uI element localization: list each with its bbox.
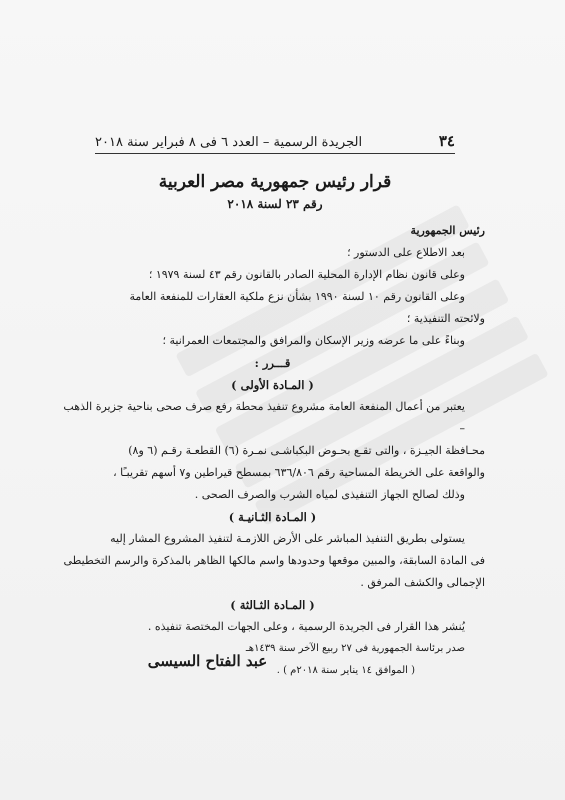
issued-date: ( الموافق ١٤ يناير سنة ٢٠١٨م ) . (276, 665, 415, 676)
article-2-line: فى المادة السابقة، والمبين موقعها وحدودها واسم مالكها الظاهر بالمذكرة والرسم التخطيطى (63, 554, 485, 567)
article-3-title: ( المـادة الثـالثة ) (230, 598, 315, 612)
article-1-line: يعتبر من أعمال المنفعة العامة مشروع تنفيذ محطة رفع صرف صحى بناحية جزيرة الذهب – (63, 400, 465, 435)
issued-line: صدر برئاسة الجمهورية فى ٢٧ ربيع الآخر سنة ١٤٣٩هـ (245, 643, 465, 654)
preamble-line: ولائحته التنفيذية ؛ (406, 312, 485, 325)
decree-body (60, 220, 485, 682)
article-2-title: ( المـادة الثـانيـة ) (228, 510, 317, 524)
page-number: ٣٤ (438, 132, 455, 150)
preamble-line: وعلى قانون نظام الإدارة المحلية الصادر بالقانون رقم ٤٣ لسنة ١٩٧٩ ؛ (148, 268, 465, 281)
article-1-title: ( المـادة الأولى ) (231, 378, 314, 392)
preamble-line: وبناءً على ما عرضه وزير الإسكان والمرافق والمجتمعات العمرانية ؛ (162, 334, 465, 347)
article-2-line: يستولى بطريق التنفيذ المباشر على الأرض اللازمـة لتنفيذ المشروع المشار إليه (110, 532, 465, 545)
header-rule (95, 153, 455, 154)
article-1-line: محـافظة الجيـزة ، والتى تقـع بحـوض البكباشـى نمـرة (٦) القطعـة رقـم (٦ و٨) (128, 444, 485, 457)
article-3-line: يُنشر هذا القرار فى الجريدة الرسمية ، وعلى الجهات المختصة تنفيذه . (147, 620, 465, 633)
president-signature: عبد الفتاح السيسى (147, 652, 268, 670)
president-heading: رئيس الجمهورية (410, 224, 485, 237)
gazette-issue: الجريدة الرسمية – العدد ٦ فى ٨ فبراير سنة ٢٠١٨ (95, 135, 363, 150)
preamble-line: وعلى القانون رقم ١٠ لسنة ١٩٩٠ بشأن نزع ملكية العقارات للمنفعة العامة (129, 290, 465, 303)
article-1-line: وذلك لصالح الجهاز التنفيذى لمياه الشرب والصرف الصحى . (194, 488, 465, 501)
decided-heading: قـــرر : (254, 356, 291, 370)
decree-title: قرار رئيس جمهورية مصر العربية (158, 172, 392, 192)
decree-number: رقم ٢٣ لسنة ٢٠١٨ (227, 197, 323, 211)
page-header (95, 132, 455, 150)
preamble-line: بعد الاطلاع على الدستور ؛ (347, 246, 465, 259)
article-1-line: والواقعة على الخريطة المساحية رقم ٦٣٦/٨٠٦ بمسطح قيراطين و٧ أسهم تقريبـًا ، (113, 466, 485, 479)
article-2-line: الإجمالى والكشف المرفق . (360, 576, 485, 589)
